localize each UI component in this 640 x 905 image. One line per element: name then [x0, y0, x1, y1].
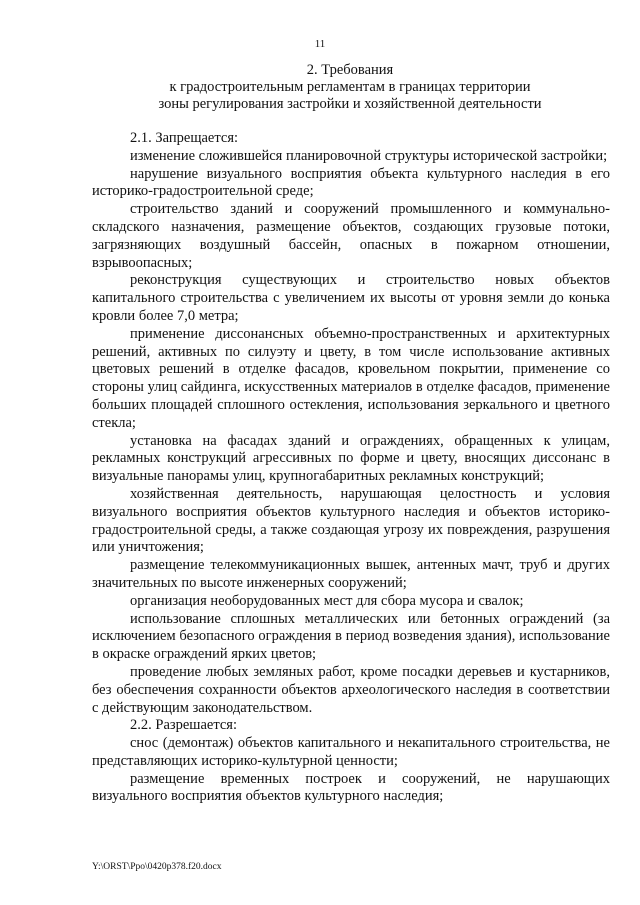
list-item: установка на фасадах зданий и ограждениях, обращенных к улицам, рекламных конструкций агрессивных по форме и цвету, вносящих диссонанс в визуальные панорамы улиц, крупногабаритных рекламных конструкций;	[92, 432, 610, 485]
section-title-prohibited: 2.1. Запрещается:	[130, 130, 239, 146]
list-item: организация необорудованных мест для сбора мусора и свалок;	[130, 592, 524, 609]
list-item: хозяйственная деятельность, нарушающая целостность и условия визуального восприятия объектов культурного наследия и объектов историко-градостроительной среды, а также создающая угрозу их повреждения, разрушения или уничтожения;	[92, 485, 610, 556]
list-item: проведение любых земляных работ, кроме посадки деревьев и кустарников, без обеспечения сохранности объектов археологического наследия в соответствии с действующим законодательством.	[92, 663, 610, 716]
section-heading	[60, 62, 640, 113]
list-item: реконструкция существующих и строительство новых объектов капитального строительства с увеличением их высоты от уровня земли до конька кровли более 7,0 метра;	[92, 272, 610, 324]
heading-line-1: 2. Требования	[306, 62, 394, 78]
heading-line-3: зоны регулирования застройки и хозяйственной деятельности	[158, 96, 542, 112]
list-item: размещение телекоммуникационных вышек, антенных мачт, труб и других значительных по высоте инженерных сооружений;	[92, 557, 610, 591]
list-item: снос (демонтаж) объектов капитального и некапитального строительства, не представляющих историко-культурной ценности;	[92, 735, 610, 769]
list-item: применение диссонансных объемно-пространственных и архитектурных решений, активных по силуэту и цвету, в том числе использование активных цветовых решений в отделке фасадов, кровельном покрытии, применение со стороны улиц сайдинга, искусственных материалов в отделке фасадов, применение больших площадей сплошного остекления, использования зеркального и цветного стекла;	[92, 325, 610, 431]
heading-line-2: к градостроительным регламентам в границах территории	[169, 79, 531, 95]
list-item: строительство зданий и сооружений промышленного и коммунально-складского назначения, размещение объектов, создающих грузовые потоки, загрязняющих воздушный бассейн, опасных в пожарном отношении, взрывоопасных;	[92, 201, 610, 271]
section-title-permitted: 2.2. Разрешается:	[130, 717, 237, 734]
list-item: размещение временных построек и сооружений, не нарушающих визуального восприятия объектов культурного наследия;	[92, 770, 610, 805]
document-body	[92, 130, 610, 806]
page-number: 11	[314, 38, 326, 50]
list-item: нарушение визуального восприятия объекта культурного наследия в его историко-градостроительной среде;	[92, 165, 610, 200]
list-item: использование сплошных металлических или бетонных ограждений (за исключением безопасного ограждения в период возведения здания), использование в окраске ограждений ярких цветов;	[92, 610, 610, 663]
list-item: изменение сложившейся планировочной структуры исторической застройки;	[130, 147, 608, 164]
footer-file-path: Y:\ORST\Ppo\0420p378.f20.docx	[92, 862, 222, 872]
